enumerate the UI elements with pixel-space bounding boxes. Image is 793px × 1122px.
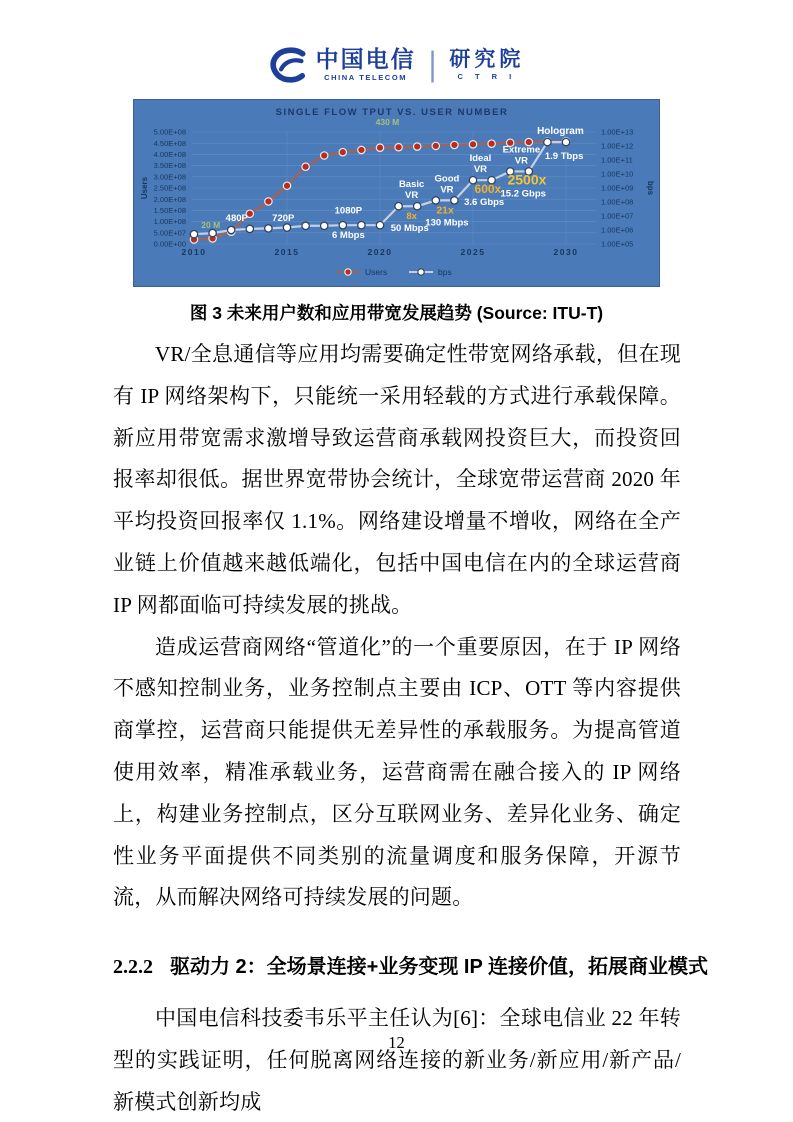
svg-text:8x: 8x [406,211,417,223]
svg-text:4.00E+08: 4.00E+08 [153,150,186,159]
svg-text:20 M: 20 M [201,219,221,230]
svg-text:600x: 600x [474,182,502,197]
page-footer [0,1033,793,1053]
svg-text:1.00E+08: 1.00E+08 [153,217,186,227]
svg-text:480P: 480P [225,213,248,225]
svg-text:Users: Users [365,267,388,277]
svg-text:430 M: 430 M [375,117,400,128]
svg-text:15.2 Gbps: 15.2 Gbps [500,188,546,200]
section-title: 驱动力 2：全场景连接+业务变现 IP 连接价值，拓展商业模式 [170,956,709,979]
logo-institute-cn: 研究院 [449,48,525,72]
svg-text:2500x: 2500x [507,171,547,188]
svg-text:1.00E+06: 1.00E+06 [601,225,634,235]
svg-text:130 Mbps: 130 Mbps [425,217,469,229]
svg-text:GoodVR: Good VR [434,173,460,196]
svg-text:5.00E+08: 5.00E+08 [153,127,186,137]
logo-brand-block [316,48,416,82]
svg-text:2.50E+08: 2.50E+08 [153,183,186,193]
paragraph-3: 中国电信科技委韦乐平主任认为[6]：全球电信业 22 年转型的实践证明，任何脱离网络连接的新业务/新应用/新产品/新模式创新均成 [113,1006,681,1114]
logo-brand-en: CHINA TELECOM [324,73,408,83]
page-header [0,0,793,84]
svg-text:1.00E+13: 1.00E+13 [601,127,634,137]
svg-text:6 Mbps: 6 Mbps [332,230,365,242]
svg-text:1.50E+08: 1.50E+08 [153,206,186,215]
figure-3 [0,99,793,325]
svg-text:2030: 2030 [553,247,579,257]
svg-text:1.9 Tbps: 1.9 Tbps [544,150,584,162]
china-telecom-logo [269,46,525,84]
svg-text:3.50E+08: 3.50E+08 [153,161,186,171]
svg-text:1.00E+11: 1.00E+11 [601,155,633,165]
svg-text:1.00E+09: 1.00E+09 [601,183,634,193]
svg-text:2.00E+08: 2.00E+08 [153,194,186,204]
svg-text:720P: 720P [272,213,295,225]
logo-institute-block [449,49,524,81]
svg-text:2020: 2020 [367,247,393,257]
svg-text:1.00E+10: 1.00E+10 [601,169,634,179]
tput-vs-users-chart-svg [134,100,659,286]
logo-institute-en: C T R I [457,72,517,82]
svg-text:IdealVR: Ideal VR [469,153,492,176]
svg-text:4.50E+08: 4.50E+08 [153,138,186,148]
figure-caption: 图 3 未来用户数和应用带宽发展趋势 (Source: ITU-T) [189,303,604,323]
paragraph-2: 造成运营商网络“管道化”的一个重要原因，在于 IP 网络不感知控制业务，业务控制点主要由 ICP、OTT 等内容提供商掌控，运营商只能提供无差异性的承载服务。为提高管道使用效率，精准承载业务，运营商需在融合接入的 IP 网络上，构建业务控制点，区分互联网业务、差异化业务、确定性业务平面提供不同类别的流量调度和服务保障，开源节流，从而解决网络可持续发展的问题。 [113,634,681,910]
svg-text:bps: bps [438,267,452,277]
page-number: 12 [388,1033,405,1052]
paragraph-1: VR/全息通信等应用均需要确定性带宽网络承载，但在现有 IP 网络架构下，只能统一采用轻载的方式进行承载保障。新应用带宽需求激增导致运营商承载网投资巨大，而投资回报率却很低。据世界宽带协会统计，全球宽带运营商 2020 年平均投资回报率仅 1.1%。网络建设增量不增收，网络在全产业链上价值越来越低端化，包括中国电信在内的全球运营商 IP 网都面临可持续发展的挑战。 [113,342,681,617]
svg-text:3.6 Gbps: 3.6 Gbps [464,197,505,209]
svg-text:1.00E+12: 1.00E+12 [601,141,634,151]
chart-single-flow-tput [133,99,660,287]
svg-text:2025: 2025 [460,247,486,257]
svg-text:SINGLE FLOW TPUT VS. USER NUMB: SINGLE FLOW TPUT VS. USER NUMBER [275,107,509,118]
svg-text:0.00E+00: 0.00E+00 [153,239,186,249]
china-telecom-logo-icon [269,46,307,84]
svg-text:50 Mbps: 50 Mbps [390,223,429,235]
svg-text:2015: 2015 [274,247,300,257]
svg-text:Hologram: Hologram [537,126,584,138]
svg-text:3.00E+08: 3.00E+08 [153,172,186,182]
svg-text:21x: 21x [436,204,454,217]
svg-text:1080P: 1080P [334,205,363,217]
svg-text:1.00E+08: 1.00E+08 [601,197,634,207]
svg-text:Users: Users [140,176,149,200]
section-heading-2-2-2 [113,953,793,981]
svg-text:1.00E+05: 1.00E+05 [601,239,634,249]
svg-text:ExtremeVR: Extreme VR [502,144,541,167]
svg-text:bps: bps [646,180,655,196]
svg-text:2010: 2010 [181,247,207,257]
logo-brand-cn: 中国电信 [315,46,416,73]
svg-text:5.00E+07: 5.00E+07 [153,228,186,238]
logo-divider: | [428,45,437,84]
svg-text:1.00E+07: 1.00E+07 [601,211,634,221]
section-number: 2.2.2 [113,956,153,979]
svg-text:BasicVR: Basic VR [398,179,425,202]
